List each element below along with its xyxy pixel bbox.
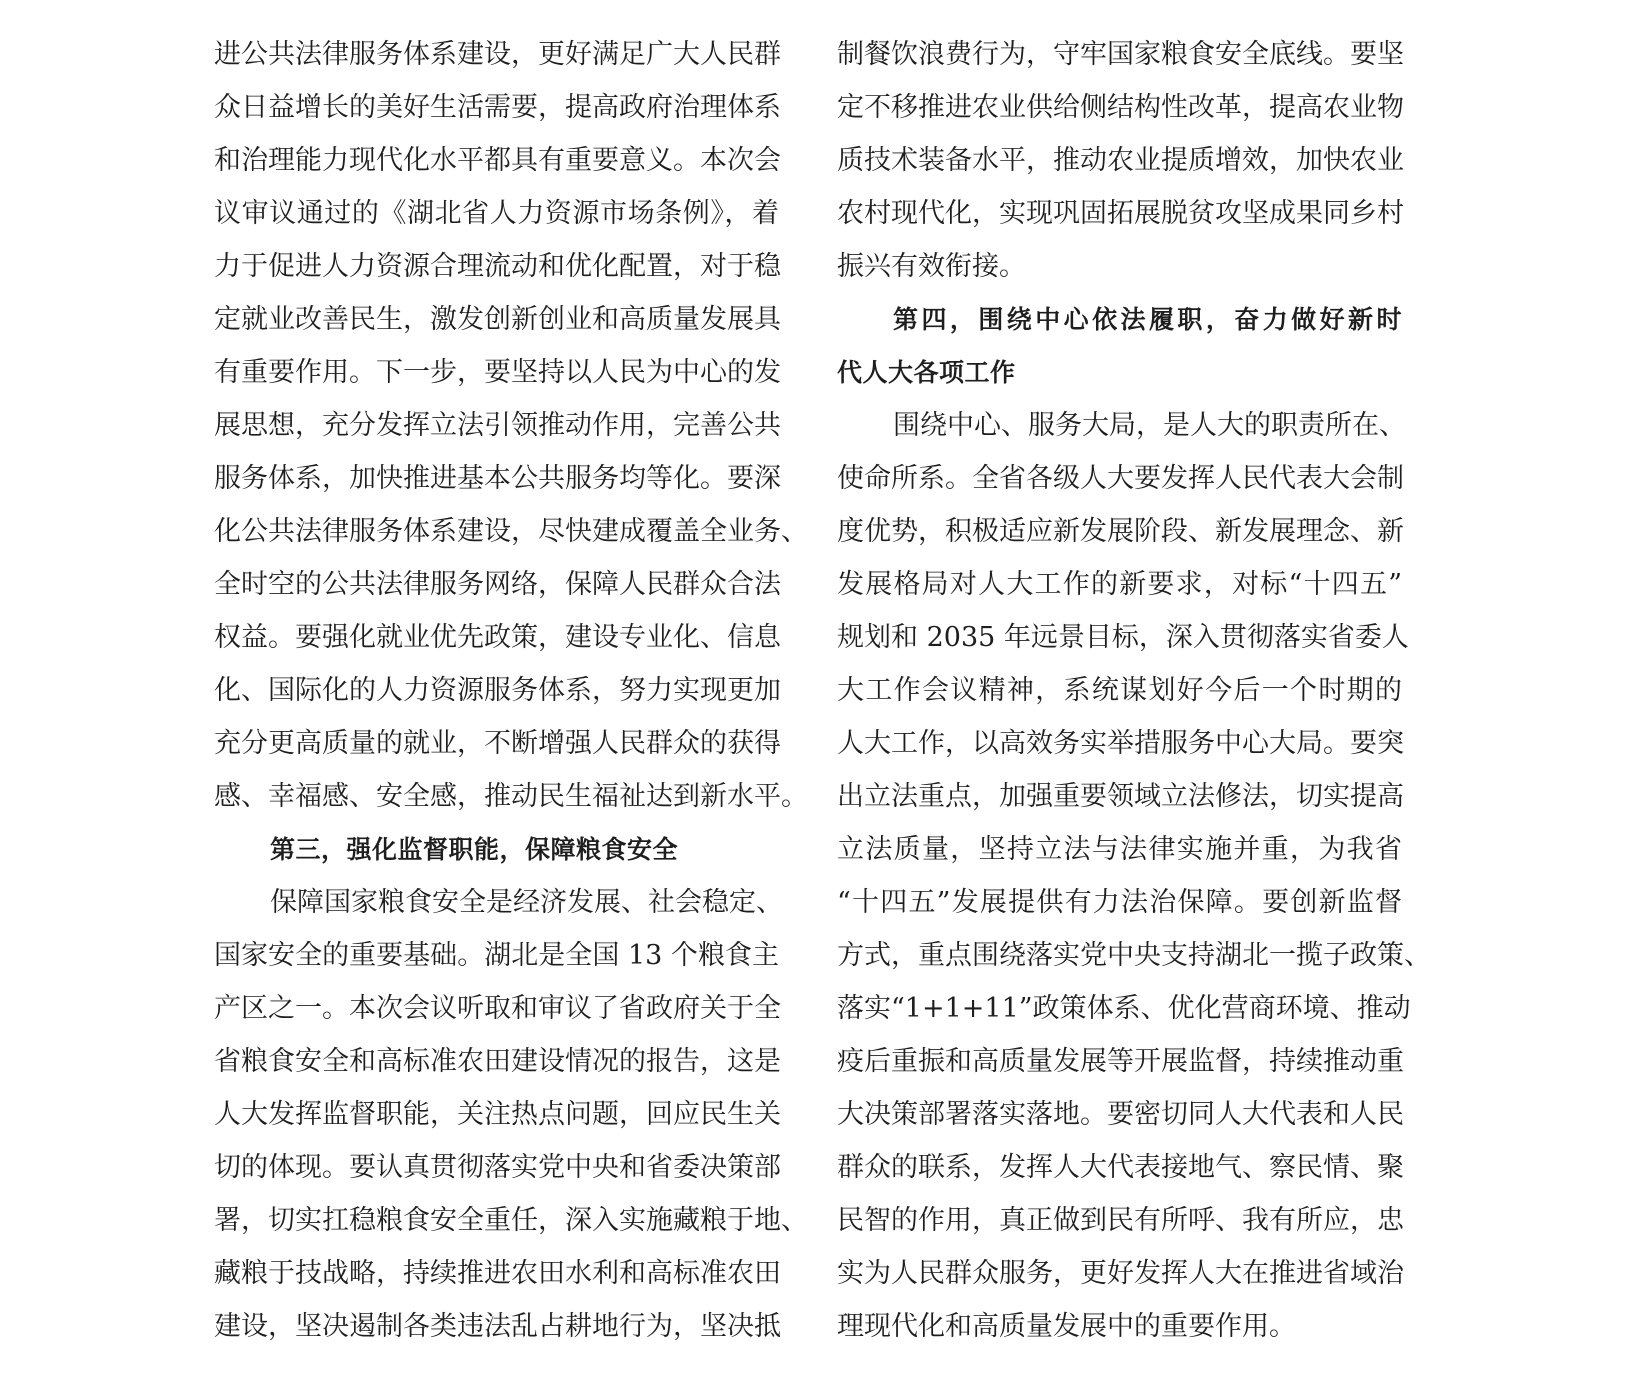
text-line: 省粮食安全和高标准农田建设情况的报告，这是 bbox=[214, 1046, 781, 1077]
text-line: 充分更高质量的就业，不断增强人民群众的获得 bbox=[214, 728, 781, 759]
text-line: 展思想，充分发挥立法引领推动作用，完善公共 bbox=[214, 410, 781, 441]
paragraph-food-security bbox=[214, 876, 808, 1353]
text-line: 权益。要强化就业优先政策，建设专业化、信息 bbox=[214, 622, 781, 653]
paragraph-peoples-congress bbox=[837, 399, 1431, 1353]
text-line: 和治理能力现代化水平都具有重要意义。本次会 bbox=[214, 145, 781, 176]
text-line: 民智的作用，真正做到民有所呼、我有所应，忠 bbox=[837, 1205, 1404, 1236]
text-line: 立法质量，坚持立法与法律实施并重，为我省 bbox=[837, 834, 1402, 865]
text-line: 产区之一。本次会议听取和审议了省政府关于全 bbox=[214, 993, 781, 1024]
text-line: 发展格局对人大工作的新要求，对标“十四五” bbox=[837, 569, 1402, 600]
text-line: 大工作会议精神，系统谋划好今后一个时期的 bbox=[837, 675, 1402, 706]
heading-line: 代人大各项工作 bbox=[837, 358, 1016, 387]
text-line: 理现代化和高质量发展中的重要作用。 bbox=[837, 1311, 1296, 1342]
text-line: 感、幸福感、安全感，推动民生福祉达到新水平。 bbox=[214, 781, 808, 812]
text-line: 大决策部署落实落地。要密切同人大代表和人民 bbox=[837, 1099, 1404, 1130]
text-line: 保障国家粮食安全是经济发展、社会稳定、 bbox=[270, 887, 783, 918]
text-line: 规划和 2035 年远景目标，深入贯彻落实省委人 bbox=[837, 622, 1409, 653]
text-line: 定就业改善民生，激发创新创业和高质量发展具 bbox=[214, 304, 781, 335]
text-line: 使命所系。全省各级人大要发挥人民代表大会制 bbox=[837, 463, 1404, 494]
text-line: 藏粮于技战略，持续推进农田水利和高标准农田 bbox=[214, 1258, 781, 1289]
text-line: 切的体现。要认真贯彻落实党中央和省委决策部 bbox=[214, 1152, 781, 1183]
text-line: 出立法重点，加强重要领域立法修法，切实提高 bbox=[837, 781, 1404, 812]
right-column bbox=[837, 28, 1431, 1353]
text-line: 定不移推进农业供给侧结构性改革，提高农业物 bbox=[837, 92, 1404, 123]
text-line: 力于促进人力资源合理流动和优化配置，对于稳 bbox=[214, 251, 781, 282]
text-line: 议审议通过的《湖北省人力资源市场条例》，着 bbox=[214, 198, 779, 229]
text-line: 实为人民群众服务，更好发挥人大在推进省域治 bbox=[837, 1258, 1404, 1289]
paragraph-public-services bbox=[214, 28, 808, 823]
text-line: 化、国际化的人力资源服务体系，努力实现更加 bbox=[214, 675, 781, 706]
text-line: 署，切实扛稳粮食安全重任，深入实施藏粮于地、 bbox=[214, 1205, 808, 1236]
text-line: 建设，坚决遏制各类违法乱占耕地行为，坚决抵 bbox=[214, 1311, 781, 1342]
section-heading-fourth bbox=[837, 293, 1402, 399]
text-line: 服务体系，加快推进基本公共服务均等化。要深 bbox=[214, 463, 781, 494]
paragraph-food-security-continued bbox=[837, 28, 1402, 293]
text-line: “十四五”发展提供有力法治保障。要创新监督 bbox=[837, 887, 1402, 918]
text-line: 农村现代化，实现巩固拓展脱贫攻坚成果同乡村 bbox=[837, 198, 1404, 229]
text-line: 国家安全的重要基础。湖北是全国 13 个粮食主 bbox=[214, 940, 779, 971]
text-line: 落实“1+1+11”政策体系、优化营商环境、推动 bbox=[837, 993, 1411, 1024]
text-line: 化公共法律服务体系建设，尽快建成覆盖全业务、 bbox=[214, 516, 808, 547]
text-line: 质技术装备水平，推动农业提质增效，加快农业 bbox=[837, 145, 1404, 176]
heading-line: 第四，围绕中心依法履职，奋力做好新时 bbox=[893, 305, 1402, 334]
text-line: 制餐饮浪费行为，守牢国家粮食安全底线。要坚 bbox=[837, 39, 1404, 70]
text-line: 度优势，积极适应新发展阶段、新发展理念、新 bbox=[837, 516, 1404, 547]
text-line: 众日益增长的美好生活需要，提高政府治理体系 bbox=[214, 92, 781, 123]
text-line: 全时空的公共法律服务网络，保障人民群众合法 bbox=[214, 569, 781, 600]
section-heading-third: 第三，强化监督职能，保障粮食安全 bbox=[270, 835, 679, 864]
text-line: 振兴有效衔接。 bbox=[837, 251, 1026, 282]
text-line: 方式，重点围绕落实党中央支持湖北一揽子政策、 bbox=[837, 940, 1431, 971]
text-line: 疫后重振和高质量发展等开展监督，持续推动重 bbox=[837, 1046, 1404, 1077]
text-line: 人大工作，以高效务实举措服务中心大局。要突 bbox=[837, 728, 1404, 759]
text-line: 群众的联系，发挥人大代表接地气、察民情、聚 bbox=[837, 1152, 1404, 1183]
text-line: 人大发挥监督职能，关注热点问题，回应民生关 bbox=[214, 1099, 781, 1130]
left-column bbox=[214, 28, 808, 1353]
text-line: 围绕中心、服务大局，是人大的职责所在、 bbox=[893, 410, 1406, 441]
text-line: 有重要作用。下一步，要坚持以人民为中心的发 bbox=[214, 357, 781, 388]
text-line: 进公共法律服务体系建设，更好满足广大人民群 bbox=[214, 39, 781, 70]
